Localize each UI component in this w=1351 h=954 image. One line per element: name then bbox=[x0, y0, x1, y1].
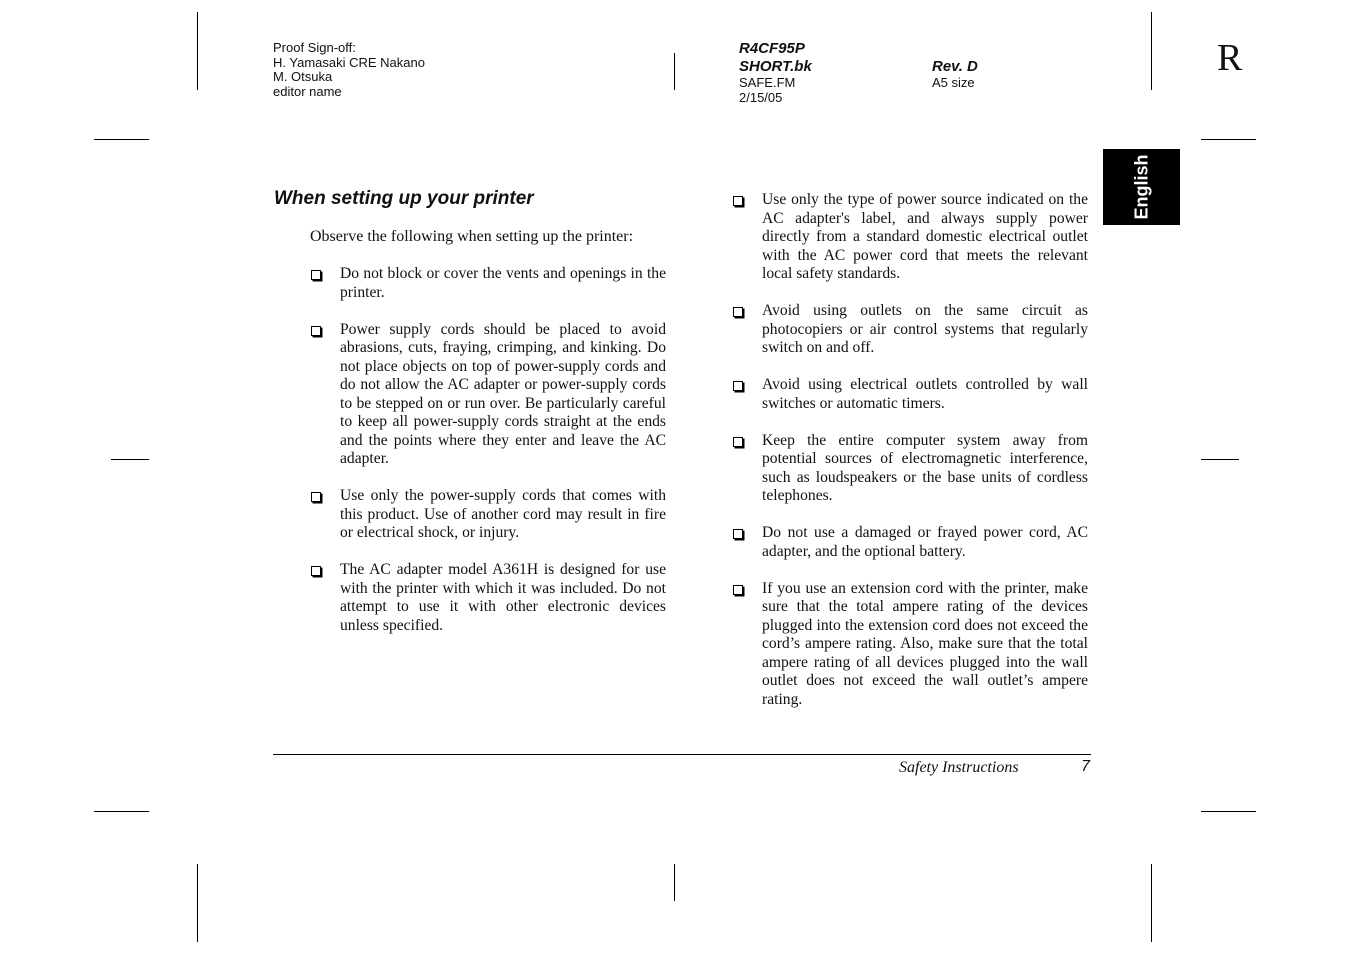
list-item-text: Keep the entire computer system away from potential sources of electromagnetic interference, such as loudspeakers or the base units of cordless telephones. bbox=[762, 431, 1088, 504]
section-title: When setting up your printer bbox=[274, 188, 534, 209]
doc-info bbox=[739, 40, 812, 105]
page-number: 7 bbox=[1081, 758, 1090, 775]
checkbox-bullet-icon bbox=[733, 381, 743, 391]
list-item-text: The AC adapter model A361H is designed for use with the printer with which it was included. Do not attempt to use it with other electronic devices unless specified. bbox=[340, 561, 666, 634]
crop-mark bbox=[1201, 139, 1256, 140]
crop-mark bbox=[94, 139, 149, 140]
left-bullet-list bbox=[311, 265, 666, 654]
crop-mark bbox=[674, 864, 675, 901]
revision: Rev. D bbox=[932, 58, 978, 75]
footer-section-name: Safety Instructions bbox=[899, 759, 1019, 776]
list-item-text: Do not use a damaged or frayed power cord, AC adapter, and the optional battery. bbox=[762, 524, 1088, 560]
signoff-line: Proof Sign-off: bbox=[273, 40, 356, 55]
list-item-text: Use only the power-supply cords that comes with this product. Use of another cord may result in fire or electrical shock, or injury. bbox=[340, 487, 666, 541]
list-item bbox=[733, 580, 1088, 710]
list-item-text: Do not block or cover the vents and openings in the printer. bbox=[340, 265, 666, 301]
list-item bbox=[733, 524, 1088, 561]
list-item-text: Power supply cords should be placed to avoid abrasions, cuts, fraying, crimping, and kinking. Do not place objects on top of power-supply cords and do not allow the AC adapter or power-supply cords to be stepped on or run over. Be particularly careful to keep all power-supply cords straight at the ends and the points where they enter and leave the AC adapter. bbox=[340, 320, 666, 467]
list-item bbox=[311, 561, 666, 635]
signoff-line: editor name bbox=[273, 83, 342, 99]
list-item-text: Use only the type of power source indicated on the AC adapter's label, and always supply power directly from a standard domestic electrical outlet with the AC power cord that meets the relevant local safety standards. bbox=[762, 191, 1088, 282]
crop-mark bbox=[1201, 459, 1239, 460]
checkbox-bullet-icon bbox=[733, 307, 743, 317]
signoff-line: M. Otsuka bbox=[273, 69, 333, 84]
proof-signoff bbox=[273, 41, 425, 99]
checkbox-bullet-icon bbox=[311, 270, 321, 280]
crop-mark bbox=[674, 53, 675, 90]
list-item-text: Avoid using electrical outlets controlled by wall switches or automatic timers. bbox=[762, 376, 1088, 412]
list-item bbox=[733, 302, 1088, 358]
right-bullet-list bbox=[733, 191, 1088, 728]
book-name: SHORT.bk bbox=[739, 58, 812, 75]
intro-text: Observe the following when setting up the printer: bbox=[310, 228, 634, 245]
file-name: SAFE.FM bbox=[739, 75, 796, 90]
crop-mark bbox=[1151, 12, 1152, 90]
checkbox-bullet-icon bbox=[733, 437, 743, 447]
list-item bbox=[733, 376, 1088, 413]
list-item bbox=[733, 432, 1088, 506]
doc-code: R4CF95P bbox=[739, 40, 805, 57]
language-tab-label: English bbox=[1131, 154, 1151, 220]
list-item bbox=[311, 487, 666, 543]
crop-mark bbox=[197, 864, 198, 942]
doc-date: 2/15/05 bbox=[739, 89, 783, 105]
checkbox-bullet-icon bbox=[311, 492, 321, 502]
crop-mark bbox=[1201, 811, 1256, 812]
revision-info bbox=[932, 58, 978, 91]
checkbox-bullet-icon bbox=[733, 529, 743, 539]
list-item-text: Avoid using outlets on the same circuit as photocopiers or air control systems that regularly switch on and off. bbox=[762, 302, 1088, 356]
checkbox-bullet-icon bbox=[311, 326, 321, 336]
crop-mark bbox=[111, 459, 149, 460]
list-item bbox=[311, 265, 666, 302]
checkbox-bullet-icon bbox=[733, 585, 743, 595]
crop-mark bbox=[94, 811, 149, 812]
language-tab bbox=[1103, 149, 1180, 225]
list-item bbox=[733, 191, 1088, 284]
list-item bbox=[311, 321, 666, 469]
checkbox-bullet-icon bbox=[733, 196, 743, 206]
footer-rule bbox=[273, 754, 1091, 755]
list-item-text: If you use an extension cord with the printer, make sure that the total ampere rating of the devices plugged into the extension cord does not exceed the cord’s ampere rating. Also, make sure that the total ampere rating of all devices plugged into the wall outlet does not exceed the wall outlet’s ampere rating. bbox=[762, 579, 1088, 708]
signoff-line: H. Yamasaki CRE Nakano bbox=[273, 54, 425, 70]
page-size: A5 size bbox=[932, 75, 975, 90]
corner-mark: R bbox=[1217, 37, 1243, 79]
checkbox-bullet-icon bbox=[311, 566, 321, 576]
crop-mark bbox=[1151, 864, 1152, 942]
crop-mark bbox=[197, 12, 198, 90]
